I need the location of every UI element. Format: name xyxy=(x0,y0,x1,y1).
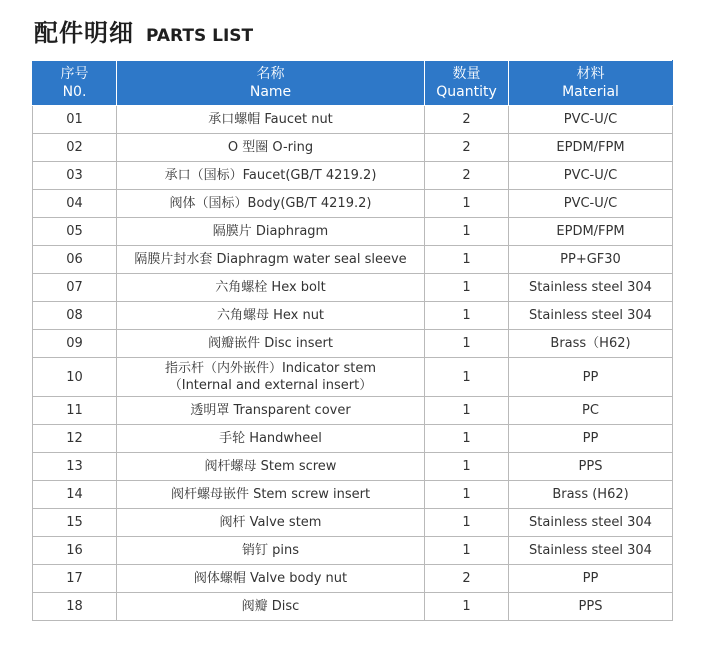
cell-name: O 型圈 O-ring xyxy=(117,134,425,162)
cell-name: 阀杆 Valve stem xyxy=(117,509,425,537)
cell-quantity: 2 xyxy=(425,565,509,593)
cell-no: 13 xyxy=(33,453,117,481)
cell-no: 01 xyxy=(33,106,117,134)
header-quantity xyxy=(425,61,509,106)
cell-quantity: 1 xyxy=(425,218,509,246)
cell-name: 阀杆螺母嵌件 Stem screw insert xyxy=(117,481,425,509)
cell-name-line2: （Internal and external insert） xyxy=(168,378,373,393)
cell-material: Stainless steel 304 xyxy=(509,537,673,565)
header-name-en: Name xyxy=(249,84,292,100)
cell-material: PVC-U/C xyxy=(509,162,673,190)
header-quantity-cn: 数量 xyxy=(452,66,481,82)
cell-name: 销钉 pins xyxy=(117,537,425,565)
table-row xyxy=(33,358,673,397)
cell-material: PPS xyxy=(509,593,673,621)
page-heading xyxy=(34,13,253,45)
cell-name: 六角螺母 Hex nut xyxy=(117,302,425,330)
cell-quantity: 2 xyxy=(425,106,509,134)
cell-name: 承口（国标）Faucet(GB/T 4219.2) xyxy=(117,162,425,190)
cell-no: 04 xyxy=(33,190,117,218)
table-row xyxy=(33,593,673,621)
table-row xyxy=(33,274,673,302)
cell-no: 06 xyxy=(33,246,117,274)
cell-material: PP+GF30 xyxy=(509,246,673,274)
header-no-cn: 序号 xyxy=(60,66,89,82)
table-row xyxy=(33,302,673,330)
cell-no: 17 xyxy=(33,565,117,593)
cell-quantity: 1 xyxy=(425,453,509,481)
table-row xyxy=(33,537,673,565)
cell-no: 02 xyxy=(33,134,117,162)
header-material-cn: 材料 xyxy=(576,66,605,82)
table-row xyxy=(33,330,673,358)
cell-quantity: 1 xyxy=(425,274,509,302)
table-row xyxy=(33,134,673,162)
cell-name: 隔膜片封水套 Diaphragm water seal sleeve xyxy=(117,246,425,274)
cell-no: 07 xyxy=(33,274,117,302)
cell-no: 11 xyxy=(33,397,117,425)
cell-name: 阀杆螺母 Stem screw xyxy=(117,453,425,481)
cell-quantity: 1 xyxy=(425,593,509,621)
cell-material: PVC-U/C xyxy=(509,106,673,134)
table-row xyxy=(33,509,673,537)
cell-no: 10 xyxy=(33,358,117,397)
cell-material: PP xyxy=(509,358,673,397)
cell-quantity: 1 xyxy=(425,330,509,358)
cell-no: 05 xyxy=(33,218,117,246)
cell-name-line1: 指示杆（内外嵌件）Indicator stem xyxy=(164,361,377,376)
cell-material: PVC-U/C xyxy=(509,190,673,218)
cell-material: Brass（H62) xyxy=(509,330,673,358)
cell-quantity: 1 xyxy=(425,537,509,565)
cell-no: 03 xyxy=(33,162,117,190)
header-material xyxy=(509,61,673,106)
table-row xyxy=(33,218,673,246)
table-row xyxy=(33,397,673,425)
cell-material: Stainless steel 304 xyxy=(509,274,673,302)
cell-name: 透明罩 Transparent cover xyxy=(117,397,425,425)
header-name-cn: 名称 xyxy=(256,66,285,82)
cell-material: Stainless steel 304 xyxy=(509,509,673,537)
cell-name: 阀体螺帽 Valve body nut xyxy=(117,565,425,593)
cell-name: 六角螺栓 Hex bolt xyxy=(117,274,425,302)
header-quantity-en: Quantity xyxy=(436,84,497,100)
cell-material: PP xyxy=(509,425,673,453)
cell-no: 16 xyxy=(33,537,117,565)
cell-no: 12 xyxy=(33,425,117,453)
cell-material: PC xyxy=(509,397,673,425)
cell-name: 承口螺帽 Faucet nut xyxy=(117,106,425,134)
cell-material: Stainless steel 304 xyxy=(509,302,673,330)
cell-name: 手轮 Handwheel xyxy=(117,425,425,453)
header-no-en: N0. xyxy=(62,84,87,100)
cell-name: 隔膜片 Diaphragm xyxy=(117,218,425,246)
cell-quantity: 1 xyxy=(425,481,509,509)
cell-name: 阀瓣嵌件 Disc insert xyxy=(117,330,425,358)
cell-no: 18 xyxy=(33,593,117,621)
cell-material: PPS xyxy=(509,453,673,481)
header-material-en: Material xyxy=(562,84,619,100)
table-row xyxy=(33,481,673,509)
heading-english: PARTS LIST xyxy=(146,26,254,46)
cell-no: 08 xyxy=(33,302,117,330)
cell-no: 09 xyxy=(33,330,117,358)
table-row xyxy=(33,162,673,190)
cell-quantity: 1 xyxy=(425,246,509,274)
cell-material: EPDM/FPM xyxy=(509,218,673,246)
cell-no: 15 xyxy=(33,509,117,537)
cell-quantity: 1 xyxy=(425,358,509,397)
cell-material: PP xyxy=(509,565,673,593)
cell-quantity: 1 xyxy=(425,509,509,537)
table-row xyxy=(33,565,673,593)
parts-table xyxy=(32,60,673,621)
cell-quantity: 1 xyxy=(425,425,509,453)
cell-quantity: 1 xyxy=(425,302,509,330)
cell-quantity: 1 xyxy=(425,397,509,425)
cell-material: Brass (H62) xyxy=(509,481,673,509)
table-row xyxy=(33,190,673,218)
cell-quantity: 1 xyxy=(425,190,509,218)
cell-name: 阀体（国标）Body(GB/T 4219.2) xyxy=(117,190,425,218)
header-name xyxy=(117,61,425,106)
table-row xyxy=(33,246,673,274)
cell-quantity: 2 xyxy=(425,134,509,162)
table-row xyxy=(33,425,673,453)
cell-name: 阀瓣 Disc xyxy=(117,593,425,621)
heading-chinese: 配件明细 xyxy=(34,19,134,47)
header-no xyxy=(33,61,117,106)
table-row xyxy=(33,453,673,481)
cell-name xyxy=(117,358,425,397)
table-header-row xyxy=(33,61,673,106)
table-row xyxy=(33,106,673,134)
cell-no: 14 xyxy=(33,481,117,509)
cell-quantity: 2 xyxy=(425,162,509,190)
cell-material: EPDM/FPM xyxy=(509,134,673,162)
